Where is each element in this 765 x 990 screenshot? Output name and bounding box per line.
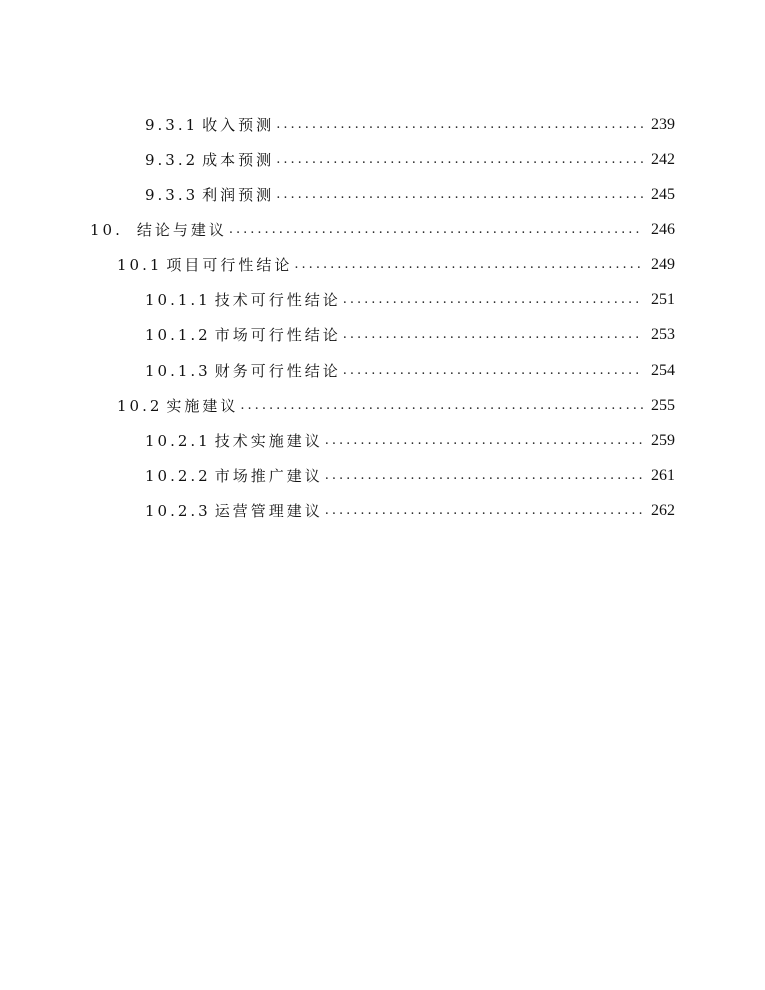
toc-dot-leader [276,113,643,137]
toc-page-number: 262 [651,502,675,519]
toc-entry-number: 10.2.1 [145,432,211,450]
toc-entry-10[interactable] [90,218,675,242]
toc-page-number: 261 [651,467,675,484]
toc-entry-9-3-2[interactable] [145,148,675,172]
toc-entry-number: 9.3.3 [145,186,199,204]
toc-dot-leader [325,464,643,488]
toc-entry-10-2-1[interactable] [145,429,675,453]
toc-entry-title: 项目可行性结论 [166,256,293,274]
toc-entry-10-1-3[interactable] [145,359,675,383]
toc-page-number: 259 [651,432,675,449]
toc-page-number: 245 [651,186,675,203]
toc-entry-title: 技术可行性结论 [214,291,341,309]
toc-page-number: 239 [651,116,675,133]
toc-entry-title: 技术实施建议 [214,432,323,450]
toc-entry-9-3-1[interactable] [145,113,675,137]
toc-entry-number: 10. [90,221,123,239]
toc-entry-title: 市场可行性结论 [214,326,341,344]
toc-entry-10-2-2[interactable] [145,464,675,488]
toc-dot-leader [343,359,643,383]
toc-dot-leader [325,429,643,453]
toc-entry-number: 10.2 [117,397,163,415]
toc-dot-leader [343,323,643,347]
toc-page-number: 251 [651,291,675,308]
toc-entry-10-1-2[interactable] [145,323,675,347]
toc-entry-9-3-3[interactable] [145,183,675,207]
toc-entry-title: 结论与建议 [136,221,227,239]
toc-dot-leader [325,499,643,523]
toc-entry-number: 9.3.2 [145,151,199,169]
toc-entry-number: 10.1 [117,256,163,274]
toc-entry-number: 10.1.3 [145,362,211,380]
toc-entry-10-2[interactable] [117,394,675,418]
toc-entry-number: 9.3.1 [145,116,199,134]
toc-dot-leader [343,288,643,312]
toc-entry-10-1-1[interactable] [145,288,675,312]
toc-page-number: 246 [651,221,675,238]
toc-entry-10-1[interactable] [117,253,675,277]
toc-entry-number: 10.1.2 [145,326,211,344]
toc-dot-leader [276,148,643,172]
toc-page-number: 255 [651,397,675,414]
toc-entry-number: 10.2.2 [145,467,211,485]
toc-page-number: 249 [651,256,675,273]
toc-entry-title: 市场推广建议 [214,467,323,485]
toc-entry-title: 实施建议 [166,397,239,415]
toc-dot-leader [294,253,643,277]
toc-entry-title: 运营管理建议 [214,502,323,520]
toc-entry-title: 成本预测 [202,151,275,169]
toc-dot-leader [276,183,643,207]
toc-dot-leader [229,218,643,242]
toc-page-number: 253 [651,326,675,343]
toc-entry-10-2-3[interactable] [145,499,675,523]
toc-entry-number: 10.2.3 [145,502,211,520]
toc-page-number: 242 [651,151,675,168]
toc-entry-title: 利润预测 [202,186,275,204]
toc-entry-title: 收入预测 [202,116,275,134]
toc-entry-title: 财务可行性结论 [214,362,341,380]
toc-dot-leader [240,394,643,418]
toc-page-number: 254 [651,362,675,379]
toc-entry-number: 10.1.1 [145,291,211,309]
